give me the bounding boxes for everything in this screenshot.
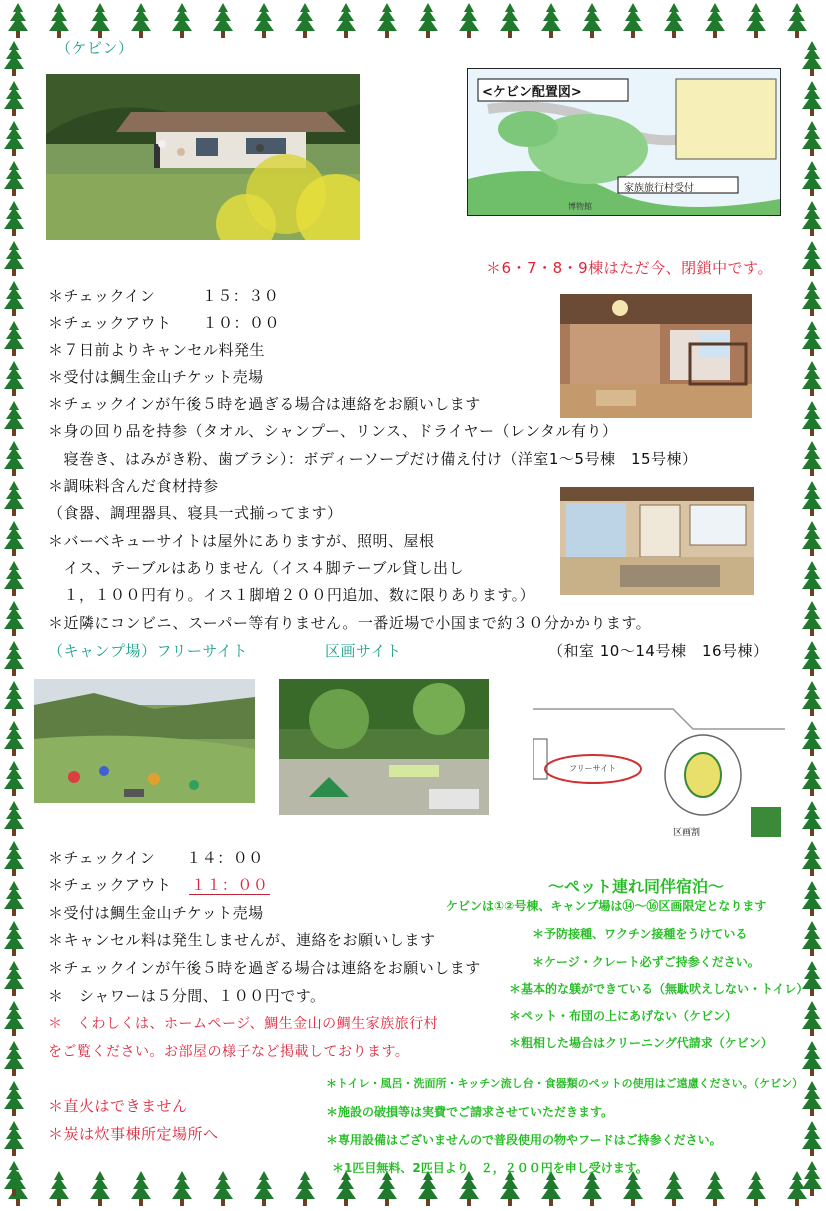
camp-zone-map: [533, 689, 785, 839]
pine-tree-icon: [2, 920, 26, 958]
pine-tree-icon: [800, 240, 824, 278]
camp-line-checkout: [48, 875, 270, 895]
camp-checkout-label: ＊チェックアウト: [48, 876, 172, 894]
pine-tree-icon: [457, 2, 481, 40]
info-line-1: ＊ くわしくは、ホームページ、鯛生金山の鯛生家族旅行村: [48, 1016, 439, 1032]
pine-tree-icon: [744, 1170, 768, 1208]
pine-tree-icon: [2, 1080, 26, 1118]
pine-tree-icon: [800, 1040, 824, 1078]
pine-tree-icon: [2, 640, 26, 678]
pine-tree-icon: [800, 200, 824, 238]
pine-tree-icon: [2, 1040, 26, 1078]
cabin-line-11: イス、テーブルはありません（イス４脚テーブル貸し出し: [48, 559, 464, 577]
pine-tree-icon: [375, 2, 399, 40]
pine-tree-icon: [2, 520, 26, 558]
pine-tree-icon: [580, 2, 604, 40]
pine-tree-icon: [2, 360, 26, 398]
pet-line-4: ＊基本的な躾ができている（無駄吠えしない・トイレ）: [509, 982, 809, 996]
pine-tree-icon: [416, 2, 440, 40]
pine-tree-icon: [800, 840, 824, 878]
pine-tree-icon: [211, 2, 235, 40]
tree-border-right: [800, 40, 824, 1200]
pine-tree-icon: [703, 1170, 727, 1208]
camp-checkout-time: １１：００: [190, 876, 269, 894]
camp-line-reception: ＊受付は鯛生金山チケット売場: [48, 904, 264, 922]
pine-tree-icon: [2, 40, 26, 78]
pine-tree-icon: [800, 320, 824, 358]
pine-tree-icon: [800, 760, 824, 798]
pine-tree-icon: [2, 840, 26, 878]
pine-tree-icon: [88, 2, 112, 40]
japanese-room-photo: [560, 487, 754, 595]
camp-map-zone-label: 区画割: [673, 828, 701, 838]
camp-map-free-label: フリーサイト: [569, 764, 617, 773]
cabin-line-12: １，１００円有り。イス１脚増２００円追加、数に限りあります。）: [48, 586, 536, 604]
pet-line-8: ＊施設の破損等は実費でご請求させていただきます。: [326, 1105, 614, 1119]
pine-tree-icon: [2, 480, 26, 518]
cabin-line-13: ＊近隣にコンビニ、スーパー等有りません。一番近場で小国まで約３０分かかります。: [48, 614, 652, 632]
pine-tree-icon: [334, 2, 358, 40]
pine-tree-icon: [800, 440, 824, 478]
tree-border-left: [2, 40, 26, 1200]
pine-tree-icon: [2, 200, 26, 238]
pet-line-10: ＊1匹目無料、2匹目より ２，２００円を申し受けます。: [332, 1161, 648, 1175]
cabin-line-4: ＊受付は鯛生金山チケット売場: [48, 368, 264, 386]
info-line-2: をご覧ください。お部屋の様子など掲載しております。: [48, 1044, 410, 1060]
cabin-layout-map: [467, 68, 781, 216]
pine-tree-icon: [2, 880, 26, 918]
pine-tree-icon: [170, 2, 194, 40]
pine-tree-icon: [800, 640, 824, 678]
pine-tree-icon: [2, 280, 26, 318]
pet-line-5: ＊ペット・布団の上にあげない（ケビン）: [509, 1009, 738, 1023]
camp-heading-zone-site: 区画サイト: [325, 642, 402, 660]
cabin-map-title: <ケビン配置図>: [482, 85, 582, 100]
pine-tree-icon: [2, 400, 26, 438]
pine-tree-icon: [6, 2, 30, 40]
pet-line-6: ＊粗相した場合はクリーニング代請求（ケビン）: [509, 1036, 773, 1050]
pine-tree-icon: [539, 2, 563, 40]
cabin-line-9: （食器、調理器具、寝具一式揃ってます）: [48, 504, 343, 522]
cabin-line-10: ＊バーベキューサイトは屋外にありますが、照明、屋根: [48, 532, 435, 550]
pine-tree-icon: [2, 1160, 26, 1198]
pine-tree-icon: [662, 1170, 686, 1208]
pine-tree-icon: [47, 1170, 71, 1208]
cabin-line-6: ＊身の回り品を持参（タオル、シャンプー、リンス、ドライヤー（レンタル有り）: [48, 422, 618, 440]
pine-tree-icon: [800, 560, 824, 598]
pine-tree-icon: [252, 2, 276, 40]
pine-tree-icon: [2, 560, 26, 598]
pine-tree-icon: [88, 1170, 112, 1208]
cabin-map-museum-label: 博物館: [568, 202, 592, 211]
pine-tree-icon: [498, 2, 522, 40]
pine-tree-icon: [800, 120, 824, 158]
fire-note-2: ＊炭は炊事棟所定場所へ: [48, 1125, 219, 1143]
cabin-line-7: 寝巻き、はみがき粉、歯ブラシ）：ボディーソープだけ備え付け（洋室1～5号棟 15号棟）: [48, 450, 698, 468]
free-site-photo: [34, 679, 255, 803]
fire-note-1: ＊直火はできません: [48, 1097, 188, 1115]
cabin-line-1: ＊チェックイン １５：３０: [48, 287, 280, 305]
pine-tree-icon: [703, 2, 727, 40]
pine-tree-icon: [293, 2, 317, 40]
pine-tree-icon: [800, 40, 824, 78]
pet-line-1: ケビンは①②号棟、キャンプ場は⑭～⑯区画限定となります: [446, 899, 767, 913]
pine-tree-icon: [2, 760, 26, 798]
pine-tree-icon: [2, 320, 26, 358]
pet-line-2: ＊予防接種、ワクチン接種をうけている: [532, 927, 748, 941]
camp-heading-free-site: （キャンプ場）フリーサイト: [48, 642, 248, 660]
cabin-line-5: ＊チェックインが午後５時を過ぎる場合は連絡をお願いします: [48, 395, 481, 413]
pine-tree-icon: [744, 2, 768, 40]
tree-border-top: [6, 2, 826, 40]
pet-title: ～ペット連れ同伴宿泊～: [548, 877, 725, 896]
pine-tree-icon: [800, 280, 824, 318]
pet-line-9: ＊専用設備はございませんので普段使用の物やフードはご持参ください。: [326, 1133, 722, 1147]
pine-tree-icon: [800, 1000, 824, 1038]
pine-tree-icon: [800, 480, 824, 518]
pine-tree-icon: [800, 360, 824, 398]
cabin-line-3: ＊７日前よりキャンセル料発生: [48, 341, 266, 359]
cabin-heading: （ケビン）: [56, 39, 134, 57]
pine-tree-icon: [252, 1170, 276, 1208]
pine-tree-icon: [800, 1080, 824, 1118]
pine-tree-icon: [293, 1170, 317, 1208]
pine-tree-icon: [800, 1160, 824, 1198]
pine-tree-icon: [800, 720, 824, 758]
pine-tree-icon: [800, 160, 824, 198]
japanese-room-note: （和室 10～14号棟 16号棟）: [548, 642, 769, 660]
pine-tree-icon: [785, 2, 809, 40]
pine-tree-icon: [621, 2, 645, 40]
pine-tree-icon: [129, 1170, 153, 1208]
pine-tree-icon: [800, 920, 824, 958]
pine-tree-icon: [800, 520, 824, 558]
pine-tree-icon: [2, 1120, 26, 1158]
western-room-photo: [560, 294, 752, 418]
pine-tree-icon: [211, 1170, 235, 1208]
cabin-map-office-label: 家族旅行村受付: [624, 183, 694, 194]
pine-tree-icon: [800, 600, 824, 638]
cabin-line-8: ＊調味料含んだ食材持参: [48, 477, 219, 495]
zone-site-photo: [279, 679, 489, 815]
pine-tree-icon: [2, 720, 26, 758]
pet-line-3: ＊ケージ・クレート必ずご持参ください。: [532, 955, 760, 969]
cabin-photo: [46, 74, 360, 240]
pine-tree-icon: [2, 600, 26, 638]
cabin-line-2: ＊チェックアウト １０：００: [48, 314, 281, 332]
pine-tree-icon: [800, 680, 824, 718]
pine-tree-icon: [2, 1000, 26, 1038]
pine-tree-icon: [800, 80, 824, 118]
pine-tree-icon: [800, 800, 824, 838]
pet-line-7: ＊トイレ・風呂・洗面所・キッチン流し台・食器類のペットの使用はご遠慮ください。（ケビン）: [326, 1077, 804, 1090]
camp-line-checkin: ＊チェックイン １４：００: [48, 849, 264, 867]
closed-notice: ＊6・7・8・9棟はただ今、閉鎖中です。: [486, 259, 773, 277]
camp-line-shower: ＊ シャワーは５分間、１００円です。: [48, 987, 326, 1005]
pine-tree-icon: [800, 880, 824, 918]
pine-tree-icon: [129, 2, 153, 40]
pine-tree-icon: [47, 2, 71, 40]
pine-tree-icon: [2, 440, 26, 478]
pine-tree-icon: [2, 120, 26, 158]
pine-tree-icon: [170, 1170, 194, 1208]
pine-tree-icon: [2, 960, 26, 998]
pine-tree-icon: [662, 2, 686, 40]
camp-line-late: ＊チェックインが午後５時を過ぎる場合は連絡をお願いします: [48, 959, 481, 977]
pine-tree-icon: [2, 680, 26, 718]
pine-tree-icon: [800, 1120, 824, 1158]
pine-tree-icon: [2, 240, 26, 278]
pine-tree-icon: [2, 160, 26, 198]
camp-line-cancel: ＊キャンセル料は発生しませんが、連絡をお願いします: [48, 931, 436, 949]
pine-tree-icon: [2, 800, 26, 838]
pine-tree-icon: [2, 80, 26, 118]
pine-tree-icon: [800, 400, 824, 438]
